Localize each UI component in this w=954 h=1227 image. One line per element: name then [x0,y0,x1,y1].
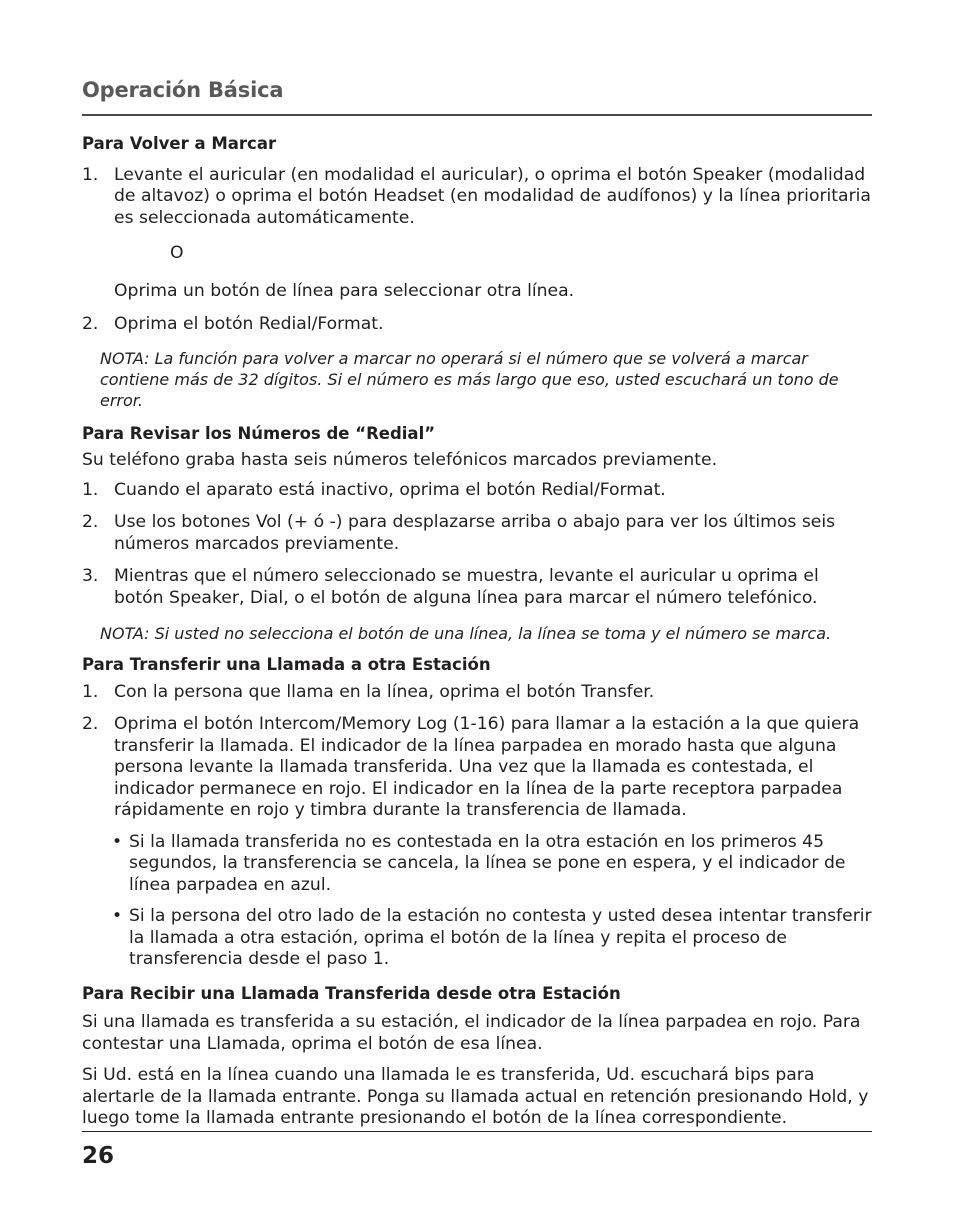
step-text: Mientras que el número seleccionado se muestra, levante el auricular u oprima el botón Speaker, Dial, o el botón de alguna línea para marcar el número telefónico. [114,566,819,608]
step-number: 1. [82,681,99,702]
bottom-divider [82,1131,872,1132]
bullet-dot: • [112,831,123,852]
review-note: NOTA: Si usted no selecciona el botón de una línea, la línea se toma y el número se marca. [100,624,832,643]
transfer-step-1 [82,682,872,704]
step-number: 3. [82,566,99,586]
step-text: Oprima el botón Intercom/Memory Log (1-16) para llamar a la estación a la que quiera transferir la llamada. El indicador de la línea parpadea en morado hasta que alguna persona levante la llamada transferida. Una vez que la llamada es contestada, el indicador permanece en rojo. El indicador en la línea de la parte receptora parpadea rápidamente en rojo y timbra durante la transferencia de llamada. [114,714,860,820]
transfer-steps [82,682,872,822]
step-number: 2. [82,512,99,532]
redial-note: NOTA: La función para volver a marcar no operará si el número que se volverá a marcar contiene más de 32 dígitos. Si el número es más largo que eso, usted escuchará un tono de error. [100,348,839,410]
bullet-dot: • [112,906,123,926]
review-steps [82,480,872,610]
top-divider [82,114,872,116]
review-step-3 [82,566,872,609]
step-text: Levante el auricular (en modalidad el auricular), o oprima el botón Speaker (modalidad de altavoz) o oprima el botón Headset (en modalidad de audífonos) y la línea prioritaria es seleccionada automáticamente. [114,164,871,228]
redial-steps-cont [82,314,872,336]
page-number: 26 [82,1143,115,1169]
heading-receive-transfer: Para Recibir una Llamada Transferida desde otra Estación [82,983,621,1003]
step-number: 1. [82,164,99,185]
step-text: Use los botones Vol (+ ó -) para desplazarse arriba o abajo para ver los últimos seis números marcados previamente. [114,512,836,554]
transfer-step-2 [82,714,872,822]
page-content [82,133,872,1130]
page-section-title: Operación Básica [82,78,284,102]
heading-redial: Para Volver a Marcar [82,134,277,153]
bullet-text: Si la llamada transferida no es contestada en la otra estación en los primeros 45 segundos, la transferencia se cancela, la línea se pone en espera, y el indicador de línea parpadea en azul. [129,831,846,895]
redial-step-1 [82,165,872,230]
or-separator: O [170,243,184,263]
review-step-1 [82,480,872,502]
step-number: 1. [82,479,99,500]
step-number: 2. [82,314,99,334]
step-text: Cuando el aparato está inactivo, oprima el botón Redial/Format. [114,479,666,500]
heading-review-redial: Para Revisar los Números de “Redial” [82,423,436,443]
step-number: 2. [82,714,99,734]
transfer-bullet-1 [82,832,872,897]
redial-steps [82,165,872,230]
transfer-bullet-2 [82,906,872,971]
step-text: Oprima el botón Redial/Format. [114,314,384,334]
redial-alternative: Oprima un botón de línea para seleccionar otra línea. [114,280,575,301]
review-intro: Su teléfono graba hasta seis números telefónicos marcados previamente. [82,450,718,470]
step-text: Con la persona que llama en la línea, oprima el botón Transfer. [114,681,655,702]
receive-paragraph-1: Si una llamada es transferida a su estación, el indicador de la línea parpadea en rojo. Para contestar una Llamada, oprima el botón de esa línea. [82,1012,861,1054]
redial-step-2 [82,314,872,336]
bullet-text: Si la persona del otro lado de la estación no contesta y usted desea intentar transferir la llamada a otra estación, oprima el botón de la línea y repita el proceso de transferencia desde el paso 1. [129,906,872,969]
heading-transfer: Para Transferir una Llamada a otra Estación [82,655,491,674]
review-step-2 [82,512,872,555]
receive-paragraph-2: Si Ud. está en la línea cuando una llamada le es transferida, Ud. escuchará bips para alertarle de la llamada entrante. Ponga su llamada actual en retención presionando Hold, y luego tome la llamada entrante presionando el botón de la línea correspondiente. [82,1065,869,1128]
